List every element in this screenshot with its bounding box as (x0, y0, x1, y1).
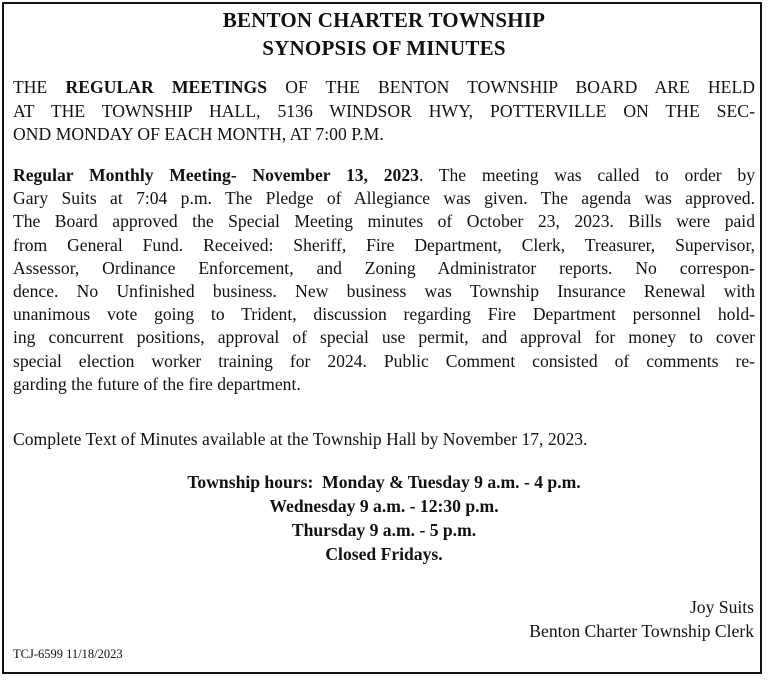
minutes-line: ing concurrent positions, approval of special use permit, and approval for money to cover (13, 327, 755, 348)
hours-line: Wednesday 9 a.m. - 12:30 p.m. (269, 496, 499, 516)
minutes-availability: Complete Text of Minutes available at the Township Hall by November 17, 2023. (13, 429, 588, 449)
minutes-line: garding the future of the fire department. (13, 373, 301, 394)
meeting-minutes-paragraph (13, 164, 755, 396)
intro-line-1 (13, 76, 755, 100)
intro-line-1-post: OF THE BENTON TOWNSHIP BOARD ARE HELD (267, 77, 755, 97)
minutes-line: Gary Suits at 7:04 p.m. The Pledge of Allegiance was given. The agenda was approved. (13, 188, 755, 209)
publication-code: TCJ-6599 11/18/2023 (13, 647, 123, 661)
intro-line-2: AT THE TOWNSHIP HALL, 5136 WINDSOR HWY, POTTERVILLE ON THE SEC- (13, 100, 755, 121)
notice-subtitle: SYNOPSIS OF MINUTES (262, 36, 506, 60)
minutes-line: unanimous vote going to Trident, discussion regarding Fire Department personnel hold- (13, 304, 755, 325)
intro-line-3: OND MONDAY OF EACH MONTH, AT 7:00 P.M. (13, 124, 384, 144)
notice-title: BENTON CHARTER TOWNSHIP (222, 8, 546, 32)
hours-line: Closed Fridays. (325, 544, 443, 564)
township-hours (0, 470, 768, 566)
minutes-line: The Board approved the Special Meeting minutes of October 23, 2023. Bills were paid (13, 211, 755, 232)
minutes-line-text: . The meeting was called to order by (418, 165, 755, 185)
regular-meetings-emphasis: REGULAR MEETINGS (65, 77, 268, 97)
minutes-line: dence. No Unfinished business. New business was Township Insurance Renewal with (13, 281, 755, 302)
hours-line: Township hours: Monday & Tuesday 9 a.m. - 4 p.m. (187, 472, 581, 492)
meeting-heading: Regular Monthly Meeting- November 13, 2023 (13, 165, 419, 185)
minutes-line: from General Fund. Received: Sheriff, Fire Department, Clerk, Treasurer, Supervisor, (13, 234, 755, 255)
hours-line: Thursday 9 a.m. - 5 p.m. (291, 520, 477, 540)
meeting-schedule-paragraph (13, 76, 755, 147)
signature-block (529, 596, 754, 643)
intro-line-1-pre: THE (13, 77, 66, 97)
signatory-title: Benton Charter Township Clerk (529, 620, 754, 641)
minutes-line: special election worker training for 2024. Public Comment consisted of comments re- (13, 350, 755, 371)
minutes-line (13, 164, 755, 187)
signatory-name: Joy Suits (689, 597, 754, 617)
minutes-line: Assessor, Ordinance Enforcement, and Zoning Administrator reports. No correspon- (13, 257, 755, 278)
